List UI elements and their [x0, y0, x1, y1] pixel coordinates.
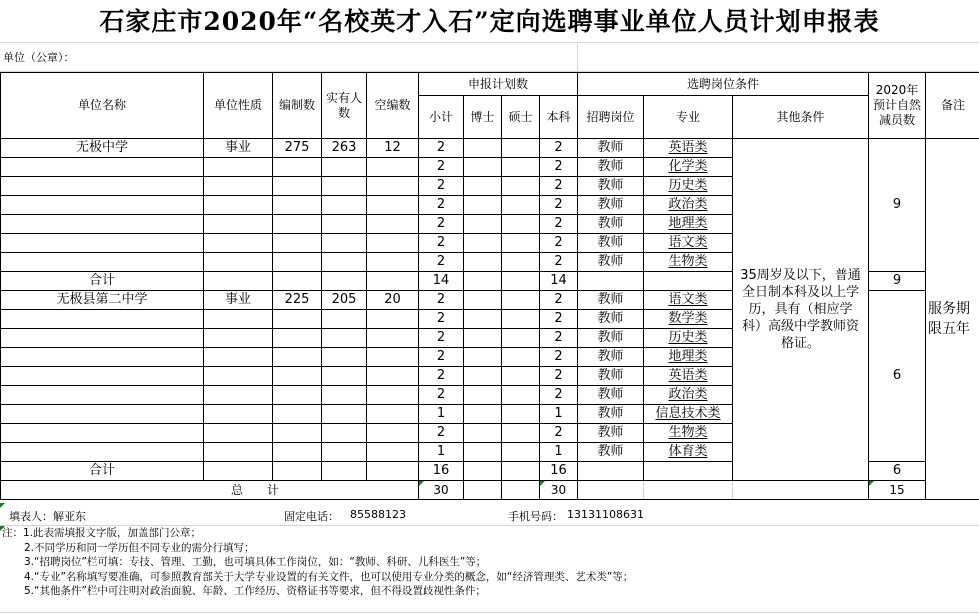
major-cell: 生物类	[644, 424, 733, 443]
subtotal-cell: 16	[419, 462, 464, 481]
subtotal-cell: 2	[419, 386, 464, 405]
master-cell	[502, 139, 540, 158]
subtotal-cell: 2	[419, 424, 464, 443]
quota-cell: 225	[273, 291, 322, 310]
position-cell: 教师	[578, 215, 644, 234]
note-item: 3.“招聘岗位”栏可填：专技、管理、工勤，也可填具体工作岗位，如：“教师、科研、儿科医生”等；	[24, 556, 487, 568]
header-unit-type: 单位性质	[204, 73, 273, 139]
phd-cell	[464, 139, 502, 158]
header-phd: 博士	[464, 96, 502, 139]
grand-total-subtotal-cell: 30	[419, 481, 464, 500]
subtotal-cell: 2	[419, 253, 464, 272]
position-cell: 教师	[578, 139, 644, 158]
subtotal-cell: 14	[419, 272, 464, 291]
major-cell: 地理类	[644, 348, 733, 367]
subtotal-cell: 2	[419, 196, 464, 215]
footer-contact-row	[0, 503, 979, 526]
grand-total-attrition-cell: 15	[869, 481, 926, 500]
bachelor-cell: 1	[540, 405, 578, 424]
actual-cell: 205	[322, 291, 367, 310]
subtotal-label: 合计	[1, 272, 204, 291]
position-cell: 教师	[578, 310, 644, 329]
bachelor-cell: 2	[540, 215, 578, 234]
position-cell: 教师	[578, 234, 644, 253]
unit-type-cell: 事业	[204, 139, 273, 158]
actual-cell: 263	[322, 139, 367, 158]
vacant-cell: 12	[367, 139, 419, 158]
major-cell: 信息技术类	[644, 405, 733, 424]
major-cell: 体育类	[644, 443, 733, 462]
major-cell: 生物类	[644, 253, 733, 272]
major-cell: 历史类	[644, 329, 733, 348]
position-cell: 教师	[578, 158, 644, 177]
major-cell: 语文类	[644, 234, 733, 253]
mobile-label: 手机号码：	[508, 510, 563, 523]
major-cell: 英语类	[644, 139, 733, 158]
page-title: 石家庄市2020年“名校英才入石”定向选聘事业单位人员计划申报表	[0, 0, 979, 43]
bachelor-cell: 2	[540, 329, 578, 348]
attrition-subtotal-cell: 6	[869, 462, 926, 481]
subtotal-cell: 2	[419, 158, 464, 177]
plan-table	[0, 72, 979, 500]
header-bachelor: 本科	[540, 96, 578, 139]
major-cell: 语文类	[644, 291, 733, 310]
attrition-cell: 6	[869, 291, 926, 462]
header-quota: 编制数	[273, 73, 322, 139]
phone-label: 固定电话：	[284, 510, 339, 523]
position-cell: 教师	[578, 405, 644, 424]
bachelor-cell: 2	[540, 424, 578, 443]
subtotal-cell: 2	[419, 310, 464, 329]
header-other: 其他条件	[733, 96, 869, 139]
cell-divider	[577, 42, 578, 71]
header-major: 专业	[644, 96, 733, 139]
bachelor-cell: 2	[540, 291, 578, 310]
major-cell: 英语类	[644, 367, 733, 386]
filler-label: 填表人：解亚东	[9, 510, 86, 523]
subtotal-cell: 2	[419, 139, 464, 158]
major-cell: 政治类	[644, 196, 733, 215]
subtotal-cell: 2	[419, 291, 464, 310]
header-unit-name: 单位名称	[1, 73, 204, 139]
subtotal-cell: 2	[419, 215, 464, 234]
major-cell: 历史类	[644, 177, 733, 196]
note-item: 注：1.此表需填报文字版，加盖部门公章；	[2, 527, 202, 539]
header-position: 招聘岗位	[578, 96, 644, 139]
phone-value: 85588123	[350, 508, 406, 521]
bachelor-cell: 14	[540, 272, 578, 291]
position-cell: 教师	[578, 348, 644, 367]
subtotal-cell: 1	[419, 405, 464, 424]
bachelor-cell: 2	[540, 367, 578, 386]
bachelor-cell: 2	[540, 310, 578, 329]
table-row	[1, 139, 979, 158]
grand-total-bachelor-cell: 30	[540, 481, 578, 500]
subtotal-cell: 2	[419, 177, 464, 196]
remark-cell: 服务期限五年	[926, 139, 979, 500]
major-cell: 数学类	[644, 310, 733, 329]
header-vacant: 空编数	[367, 73, 419, 139]
position-cell: 教师	[578, 443, 644, 462]
quota-cell: 275	[273, 139, 322, 158]
header-remark: 备注	[926, 73, 979, 139]
subtotal-cell: 2	[419, 367, 464, 386]
grand-total-row	[1, 481, 979, 500]
position-cell: 教师	[578, 177, 644, 196]
header-master: 硕士	[502, 96, 540, 139]
subtotal-label: 合计	[1, 462, 204, 481]
unit-type-cell: 事业	[204, 291, 273, 310]
bachelor-cell: 2	[540, 253, 578, 272]
bachelor-cell: 2	[540, 348, 578, 367]
bachelor-cell: 2	[540, 158, 578, 177]
note-item: 4.“专业”名称填写要准确，可参照教育部关于大学专业设置的有关文件，也可以使用专业分类的概念，如“经济管理类、艺术类”等；	[24, 570, 634, 583]
position-cell: 教师	[578, 291, 644, 310]
bachelor-cell: 2	[540, 177, 578, 196]
header-attrition: 2020年预计自然减员数	[869, 73, 926, 139]
notes-block	[0, 526, 979, 613]
header-actual: 实有人数	[322, 73, 367, 139]
bachelor-cell: 2	[540, 386, 578, 405]
attrition-subtotal-cell: 9	[869, 272, 926, 291]
vacant-cell: 20	[367, 291, 419, 310]
bachelor-cell: 16	[540, 462, 578, 481]
bachelor-cell: 1	[540, 443, 578, 462]
header-subtotal: 小计	[419, 96, 464, 139]
grand-total-label: 总 计	[1, 481, 419, 500]
unit-seal-label: 单位（公章）：	[3, 51, 75, 64]
subtotal-cell: 2	[419, 348, 464, 367]
mobile-value: 13131108631	[567, 508, 644, 521]
major-cell: 地理类	[644, 215, 733, 234]
position-cell: 教师	[578, 424, 644, 443]
note-item: 2.不同学历和同一学历但不同专业的需分行填写；	[24, 541, 255, 554]
bachelor-cell: 2	[540, 139, 578, 158]
position-cell: 教师	[578, 253, 644, 272]
position-cell: 教师	[578, 329, 644, 348]
major-cell: 化学类	[644, 158, 733, 177]
major-cell: 政治类	[644, 386, 733, 405]
bachelor-cell: 2	[540, 234, 578, 253]
header-conditions-group: 选聘岗位条件	[578, 73, 869, 96]
unit-name-cell: 无极中学	[1, 139, 204, 158]
other-conditions-cell: 35周岁及以下，普通全日制本科及以上学历，具有（相应学科）高级中学教师资格证。	[733, 139, 869, 481]
bachelor-cell: 2	[540, 196, 578, 215]
attrition-cell: 9	[869, 139, 926, 272]
note-item: 5.“其他条件”栏中可注明对政治面貌、年龄、工作经历、资格证书等要求，但不得设置歧视性条件；	[24, 585, 486, 597]
unit-name-cell: 无极县第二中学	[1, 291, 204, 310]
subtotal-cell: 2	[419, 234, 464, 253]
header-plan-group: 申报计划数	[419, 73, 578, 96]
position-cell: 教师	[578, 367, 644, 386]
subtotal-cell: 2	[419, 329, 464, 348]
position-cell: 教师	[578, 386, 644, 405]
subtotal-cell: 1	[419, 443, 464, 462]
position-cell: 教师	[578, 196, 644, 215]
unit-seal-row	[0, 42, 979, 72]
